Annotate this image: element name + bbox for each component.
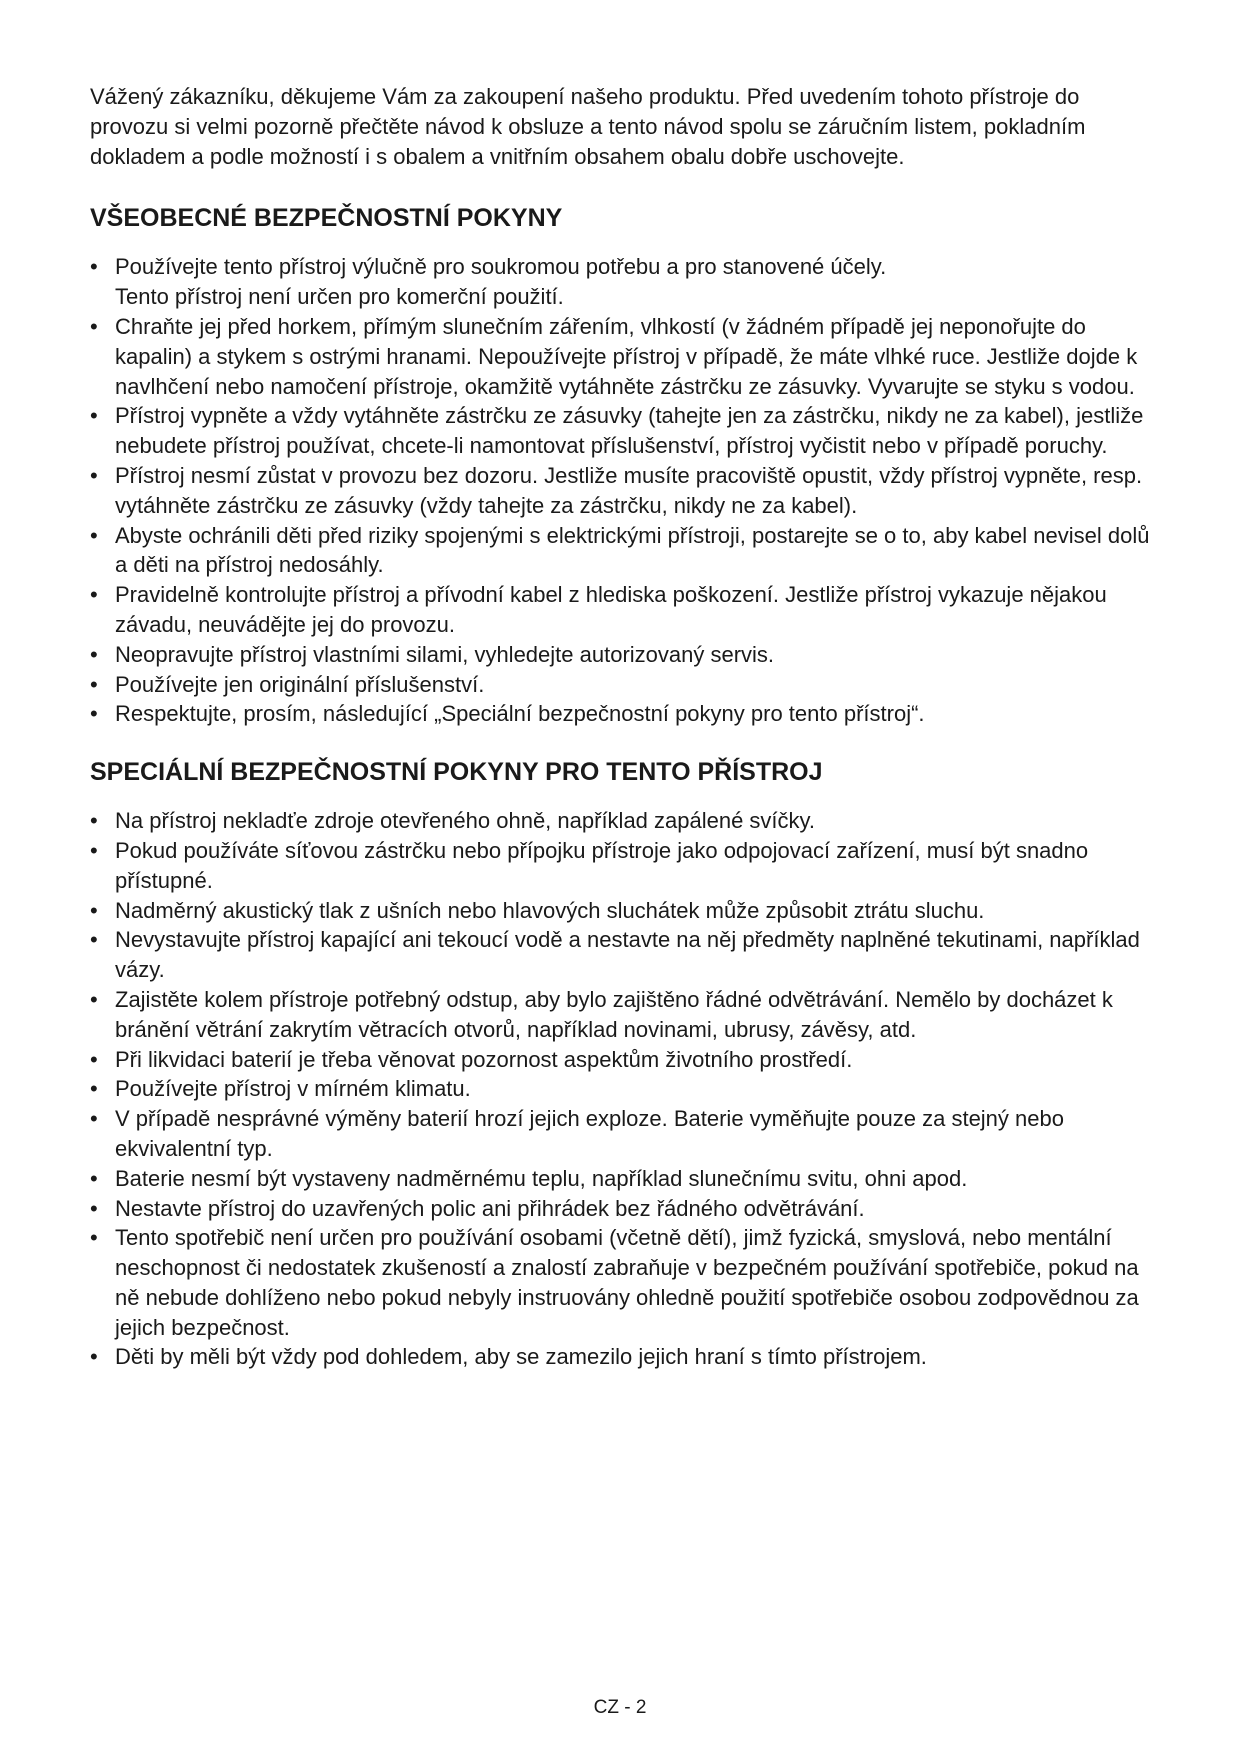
bullet-icon: • [90,671,98,697]
list-item-text: Tento spotřebič není určen pro používání osobami (včetně dětí), jimž fyzická, smyslová, nebo mentální neschopnost či nedostatek zkušeností a znalostí zabraňuje v bezpečném používání spotřebiče, pokud na ně nebude dohlíženo nebo pokud nebyly instruovány ohledně použití spotřebiče osobou zodpovědnou za jejich bezpečnost. [115,1225,1139,1340]
list-item [90,896,1158,926]
list-item-text: Nadměrný akustický tlak z ušních nebo hlavových sluchátek může způsobit ztrátu sluchu. [115,897,985,923]
list-item-text: Pravidelně kontrolujte přístroj a přívodní kabel z hlediska poškození. Jestliže přístroj vykazuje nějakou závadu, neuvádějte jej do provozu. [115,582,1107,637]
list-item [90,925,1158,985]
intro-paragraph: Vážený zákazníku, děkujeme Vám za zakoupení našeho produktu. Před uvedením tohoto přístroje do provozu si velmi pozorně přečtěte návod k obsluze a tento návod spolu se záručním listem, pokladním dokladem a podle možností i s obalem a vnitřním obsahem obalu dobře uschovejte. [90,84,1086,169]
list-item [90,461,1158,521]
bullet-icon: • [90,313,98,339]
bullet-icon: • [90,522,98,548]
special-safety-list [90,806,1158,1372]
list-item-text: Nevystavujte přístroj kapající ani tekoucí vodě a nestavte na něj předměty naplněné tekutinami, například vázy. [115,927,1140,983]
list-item [90,699,1158,729]
list-item-text: Přístroj vypněte a vždy vytáhněte zástrčku ze zásuvky (tahejte jen za zástrčku, nikdy ne za kabel), jestliže nebudete přístroj používat, chcete-li namontovat příslušenství, přístroj vyčistit nebo v případě poruchy. [115,403,1144,459]
bullet-icon: • [90,1046,98,1072]
bullet-icon: • [90,1344,98,1370]
bullet-icon: • [90,1106,98,1132]
general-safety-list [90,252,1158,729]
list-item [90,401,1158,461]
bullet-icon: • [90,641,98,667]
list-item-text: Používejte přístroj v mírném klimatu. [115,1076,471,1102]
list-item-text: Při likvidaci baterií je třeba věnovat pozornost aspektům životního prostředí. [115,1046,853,1072]
list-item-text: Děti by měli být vždy pod dohledem, aby se zamezilo jejich hraní s tímto přístrojem. [115,1344,927,1370]
bullet-icon: • [90,1195,98,1221]
general-safety-heading: VŠEOBECNÉ BEZPEČNOSTNÍ POKYNY [90,204,563,233]
bullet-icon: • [90,701,98,727]
list-item-text: V případě nesprávné výměny baterií hrozí jejich exploze. Baterie vyměňujte pouze za stejný nebo ekvivalentní typ. [115,1106,1064,1161]
list-item-text: Používejte tento přístroj výlučně pro soukromou potřebu a pro stanovené účely. [115,254,887,280]
list-item [90,312,1158,401]
bullet-icon: • [90,1076,98,1102]
bullet-icon: • [90,1165,98,1191]
list-item [90,1342,1158,1372]
special-safety-heading: SPECIÁLNÍ BEZPEČNOSTNÍ POKYNY PRO TENTO PŘÍSTROJ [90,758,823,787]
bullet-icon: • [90,403,98,429]
list-item-text: Abyste ochránili děti před riziky spojenými s elektrickými přístroji, postarejte se o to, aby kabel nevisel dolů a děti na přístroj nedosáhly. [115,522,1150,578]
list-item-text: Používejte jen originální příslušenství. [115,671,485,697]
bullet-icon: • [90,462,98,488]
list-item [90,1164,1158,1194]
list-item-text: Nestavte přístroj do uzavřených polic ani přihrádek bez řádného odvětrávání. [115,1195,865,1221]
list-item [90,806,1158,836]
list-item [90,521,1158,581]
list-item-text: Zajistěte kolem přístroje potřebný odstup, aby bylo zajištěno řádné odvětrávání. Nemělo by docházet k bránění větrání zakrytím větracích otvorů, například novinami, ubrusy, závěsy, atd. [115,986,1113,1042]
bullet-icon: • [90,837,98,863]
document-page [90,82,1158,1372]
bullet-icon: • [90,582,98,608]
list-item-text: Přístroj nesmí zůstat v provozu bez dozoru. Jestliže musíte pracoviště opustit, vždy přístroj vypněte, resp. vytáhněte zástrčku ze zásuvky (vždy tahejte za zástrčku, nikdy ne za kabel). [115,462,1143,518]
list-item [90,1045,1158,1075]
list-item [90,1194,1158,1224]
bullet-icon: • [90,986,98,1012]
list-item-text: Tento přístroj není určen pro komerční použití. [115,284,564,310]
bullet-icon: • [90,927,98,953]
bullet-icon: • [90,1225,98,1251]
list-item-text: Pokud používáte síťovou zástrčku nebo přípojku přístroje jako odpojovací zařízení, musí být snadno přístupné. [115,837,1089,893]
bullet-icon: • [90,897,98,923]
bullet-icon: • [90,808,98,834]
list-item-text: Respektujte, prosím, následující „Speciální bezpečnostní pokyny pro tento přístroj“. [115,701,925,727]
page-number: CZ - 2 [593,1697,647,1718]
list-item [90,836,1158,896]
list-item-text: Na přístroj nekladťe zdroje otevřeného ohně, například zapálené svíčky. [115,808,816,834]
list-item [90,580,1158,640]
list-item [90,1104,1158,1164]
list-item [90,1074,1158,1104]
bullet-icon: • [90,254,98,280]
list-item-text: Baterie nesmí být vystaveny nadměrnému teplu, například slunečnímu svitu, ohni apod. [115,1165,968,1191]
list-item [90,640,1158,670]
list-item-text: Neopravujte přístroj vlastními silami, vyhledejte autorizovaný servis. [115,641,775,667]
list-item-text: Chraňte jej před horkem, přímým slunečním zářením, vlhkostí (v žádném případě jej neponořujte do kapalin) a stykem s ostrými hranami. Nepoužívejte přístroj v případě, že máte vlhké ruce. Jestliže dojde k navlhčení nebo namočení přístroje, okamžitě vytáhněte zástrčku ze zásuvky. Vyvarujte se styku s vodou. [115,313,1138,399]
list-item [90,985,1158,1045]
list-item [90,252,1158,312]
list-item [90,670,1158,700]
list-item [90,1223,1158,1342]
